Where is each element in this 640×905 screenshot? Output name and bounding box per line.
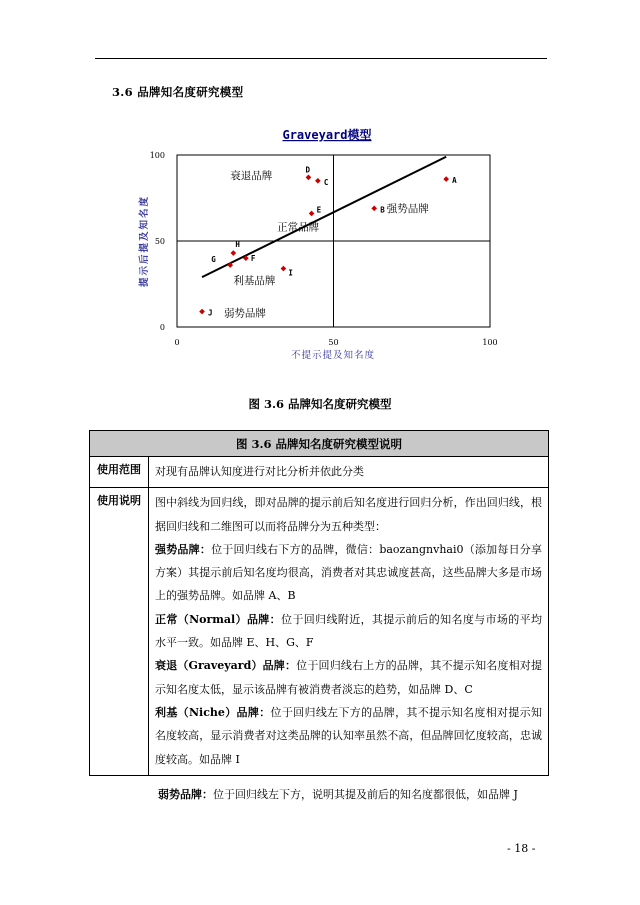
header-rule	[95, 58, 547, 59]
data-point	[315, 178, 321, 184]
x-axis-label: 不提示提及知名度	[290, 350, 376, 361]
type-text: 位于回归线右下方的品牌，微信：baozangnvhai0（添加每日分享方案）其提示前后知名度均很高，消费者对其忠诚度甚高，这些品牌大多是市场上的强势品牌。如品牌 A、B	[155, 542, 543, 603]
type-weak	[158, 786, 543, 802]
point-label: A	[452, 176, 457, 186]
y-tick-label: 100	[149, 151, 165, 160]
data-point	[371, 205, 377, 211]
table-header: 图 3.6 品牌知名度研究模型说明	[90, 431, 549, 457]
type-graveyard	[155, 654, 542, 701]
y-axis-label: 提示后提及知名度	[139, 194, 150, 288]
plot-area	[150, 151, 498, 347]
table-row	[90, 488, 549, 776]
data-point	[281, 266, 287, 272]
type-name: 衰退（Graveyard）品牌：	[155, 659, 297, 673]
y-tick-label: 50	[154, 237, 165, 246]
data-point	[309, 211, 315, 217]
data-point	[443, 176, 449, 182]
quadrant-label-graveyard: 衰退品牌	[230, 170, 273, 183]
type-niche	[155, 701, 542, 771]
x-tick-label: 50	[328, 338, 339, 347]
type-text: 位于回归线右上方的品牌，其不提示知名度相对提示知名度太低，显示该品牌有被消费者淡忘的趋势，如品牌 D、C	[155, 659, 542, 696]
data-point	[306, 175, 312, 181]
x-tick-label: 0	[174, 338, 180, 347]
data-point	[199, 309, 205, 315]
type-text: 位于回归线左下方的品牌，其不提示知名度相对提示知名度较高，显示消费者对这类品牌的认知率虽然不高，但品牌回忆度较高，忠诚度较高。如品牌 I	[155, 705, 542, 766]
type-name: 弱势品牌：	[158, 788, 213, 801]
point-label: D	[305, 165, 310, 175]
row-label-usage: 使用说明	[90, 488, 149, 776]
type-text: 位于回归线左下方，说明其提及前后的知名度都很低，如品牌 J	[213, 788, 518, 801]
y-tick-label: 0	[159, 323, 165, 332]
section-title: 3.6 品牌知名度研究模型	[112, 85, 244, 99]
point-label: B	[380, 205, 385, 215]
point-label: F	[250, 254, 256, 264]
quadrant-label-normal: 正常品牌	[277, 221, 320, 234]
row-label-scope: 使用范围	[90, 457, 149, 488]
page-number: - 18 -	[507, 842, 536, 855]
quadrant-label-strong: 强势品牌	[386, 202, 429, 215]
table-row	[90, 457, 549, 488]
data-point	[231, 250, 237, 256]
type-strong	[155, 538, 542, 608]
x-tick-label: 100	[482, 338, 498, 347]
point-label: E	[316, 205, 322, 215]
chart-title: Graveyard模型	[282, 128, 372, 142]
usage-intro: 图中斜线为回归线，即对品牌的提示前后知名度进行回归分析，作出回归线，根据回归线和二维图可以而将品牌分为五种类型：	[155, 496, 542, 533]
row-content-usage	[149, 488, 549, 776]
description-table	[89, 430, 549, 776]
point-label: I	[288, 268, 293, 278]
type-name: 正常（Normal）品牌：	[155, 612, 282, 626]
type-name: 强势品牌：	[155, 542, 212, 556]
table-header-row	[90, 431, 549, 457]
point-label: J	[208, 308, 213, 318]
point-label: G	[211, 255, 216, 265]
point-label: C	[323, 177, 329, 187]
type-text: 位于回归线附近，其提示前后的知名度与市场的平均水平一致。如品牌 E、H、G、F	[155, 612, 542, 650]
quadrant-label-niche: 利基品牌	[233, 275, 276, 287]
point-label: H	[235, 240, 240, 250]
graveyard-chart	[120, 120, 520, 370]
figure-caption: 图 3.6 品牌知名度研究模型	[248, 397, 392, 411]
quadrant-label-weak: 弱势品牌	[223, 307, 266, 320]
type-name: 利基（Niche）品牌：	[155, 705, 271, 719]
row-content-scope: 对现有品牌认知度进行对比分析并依此分类	[149, 457, 549, 488]
type-normal	[155, 608, 542, 655]
